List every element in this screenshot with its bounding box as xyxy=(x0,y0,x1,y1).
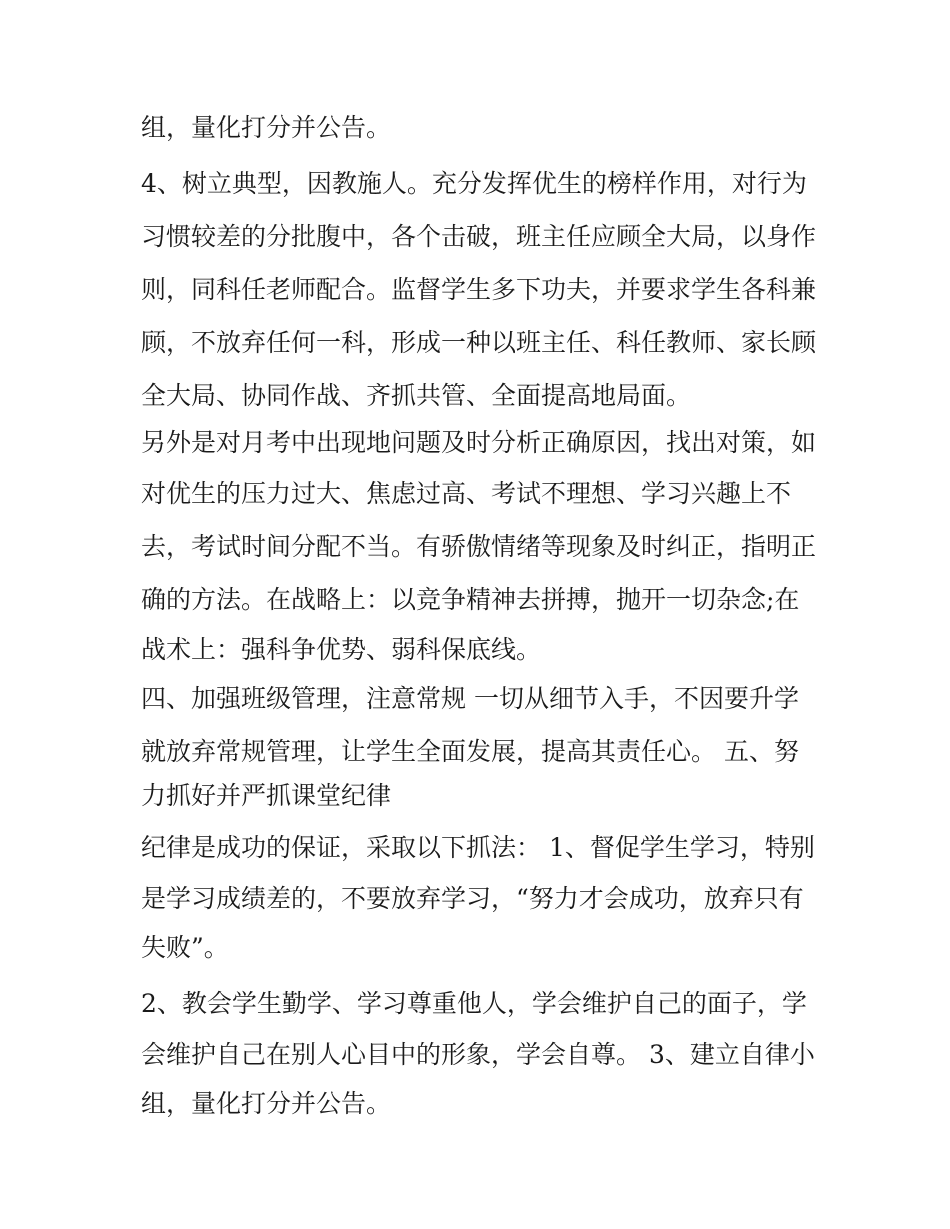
text-line: 纪律是成功的保证，采取以下抓法： 1、督促学生学习，特别 xyxy=(141,833,815,862)
text-line: 确的方法。在战略上：以竞争精神去拼搏，抛开一切杂念;在 xyxy=(141,585,800,614)
text-line: 全大局、协同作战、齐抓共管、全面提高地局面。 xyxy=(141,381,692,410)
text-line: 会维护自己在别人心目中的形象，学会自尊。 3、建立自律小 xyxy=(141,1040,815,1069)
text-line: 对优生的压力过大、焦虑过高、考试不理想、学习兴趣上不 xyxy=(141,479,792,508)
text-line: 4、树立典型，因教施人。充分发挥优生的榜样作用，对行为 xyxy=(141,169,807,198)
text-line: 2、教会学生勤学、学习尊重他人，学会维护自己的面子，学 xyxy=(141,989,807,1018)
text-line: 失败”。 xyxy=(141,933,229,962)
text-line: 习惯较差的分批腹中，各个击破，班主任应顾全大局，以身作 xyxy=(141,222,817,251)
text-line: 顾，不放弃任何一科，形成一种以班主任、科任教师、家长顾 xyxy=(141,328,817,357)
text-line: 是学习成绩差的，不要放弃学习，“努力才会成功，放弃只有 xyxy=(141,884,804,913)
text-line: 组，量化打分并公告。 xyxy=(141,113,392,142)
text-line: 去，考试时间分配不当。有骄傲情绪等现象及时纠正，指明正 xyxy=(141,532,817,561)
text-line: 就放弃常规管理，让学生全面发展，提高其责任心。 五、努 xyxy=(141,737,799,766)
text-line: 四、加强班级管理，注意常规 一切从细节入手，不因要升学 xyxy=(141,684,799,713)
text-line: 另外是对月考中出现地问题及时分析正确原因，找出对策，如 xyxy=(141,428,817,457)
text-line: 力抓好并严抓课堂纪律 xyxy=(141,781,392,810)
text-line: 战术上：强科争优势、弱科保底线。 xyxy=(141,635,542,664)
text-line: 组，量化打分并公告。 xyxy=(141,1089,392,1118)
text-line: 则，同科任老师配合。监督学生多下功夫，并要求学生各科兼 xyxy=(141,275,817,304)
